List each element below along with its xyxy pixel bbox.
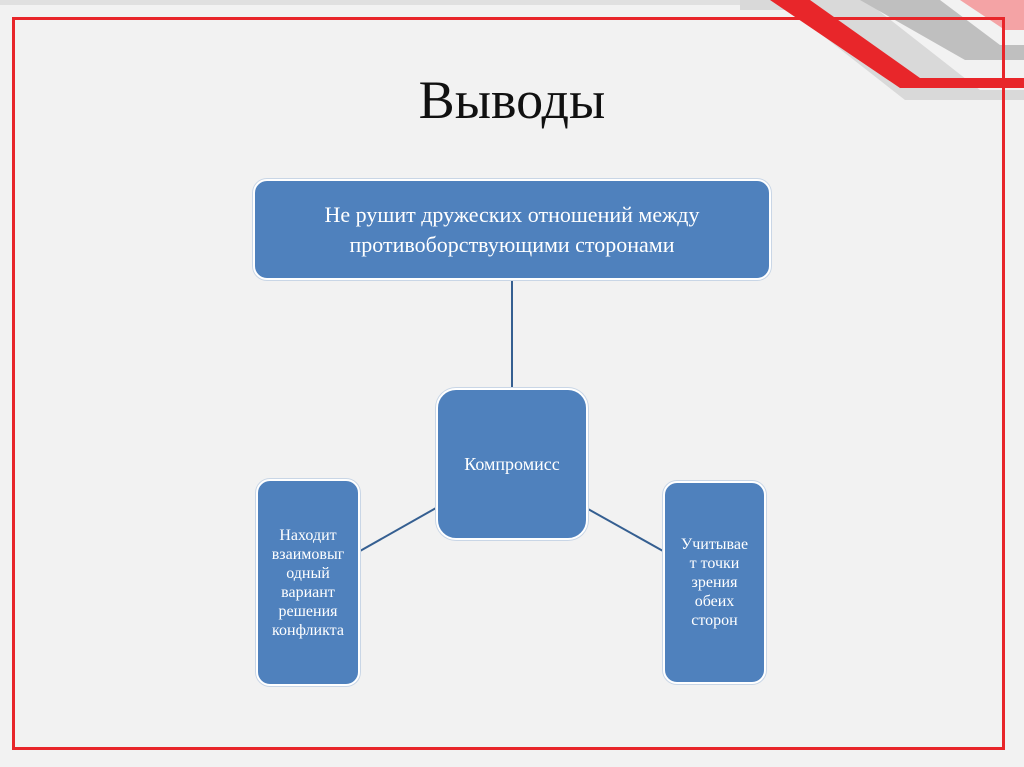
node-center-label: Компромисс bbox=[464, 453, 560, 474]
node-right-both-views bbox=[663, 481, 766, 684]
node-top-friendly-relations bbox=[253, 179, 771, 280]
node-center-compromise bbox=[436, 388, 588, 540]
node-left-label: Находит взаимовыг одный вариант решения конфликта bbox=[271, 526, 345, 639]
node-left-mutual-solution bbox=[256, 479, 360, 686]
node-top-label: Не рушит дружеских отношений между противоборствующими сторонами bbox=[324, 201, 700, 257]
node-right-label: Учитывае т точки зрения обеих сторон bbox=[680, 536, 749, 629]
connector-right bbox=[588, 509, 663, 551]
connector-left bbox=[360, 508, 436, 551]
slide-title: Выводы bbox=[418, 70, 606, 130]
